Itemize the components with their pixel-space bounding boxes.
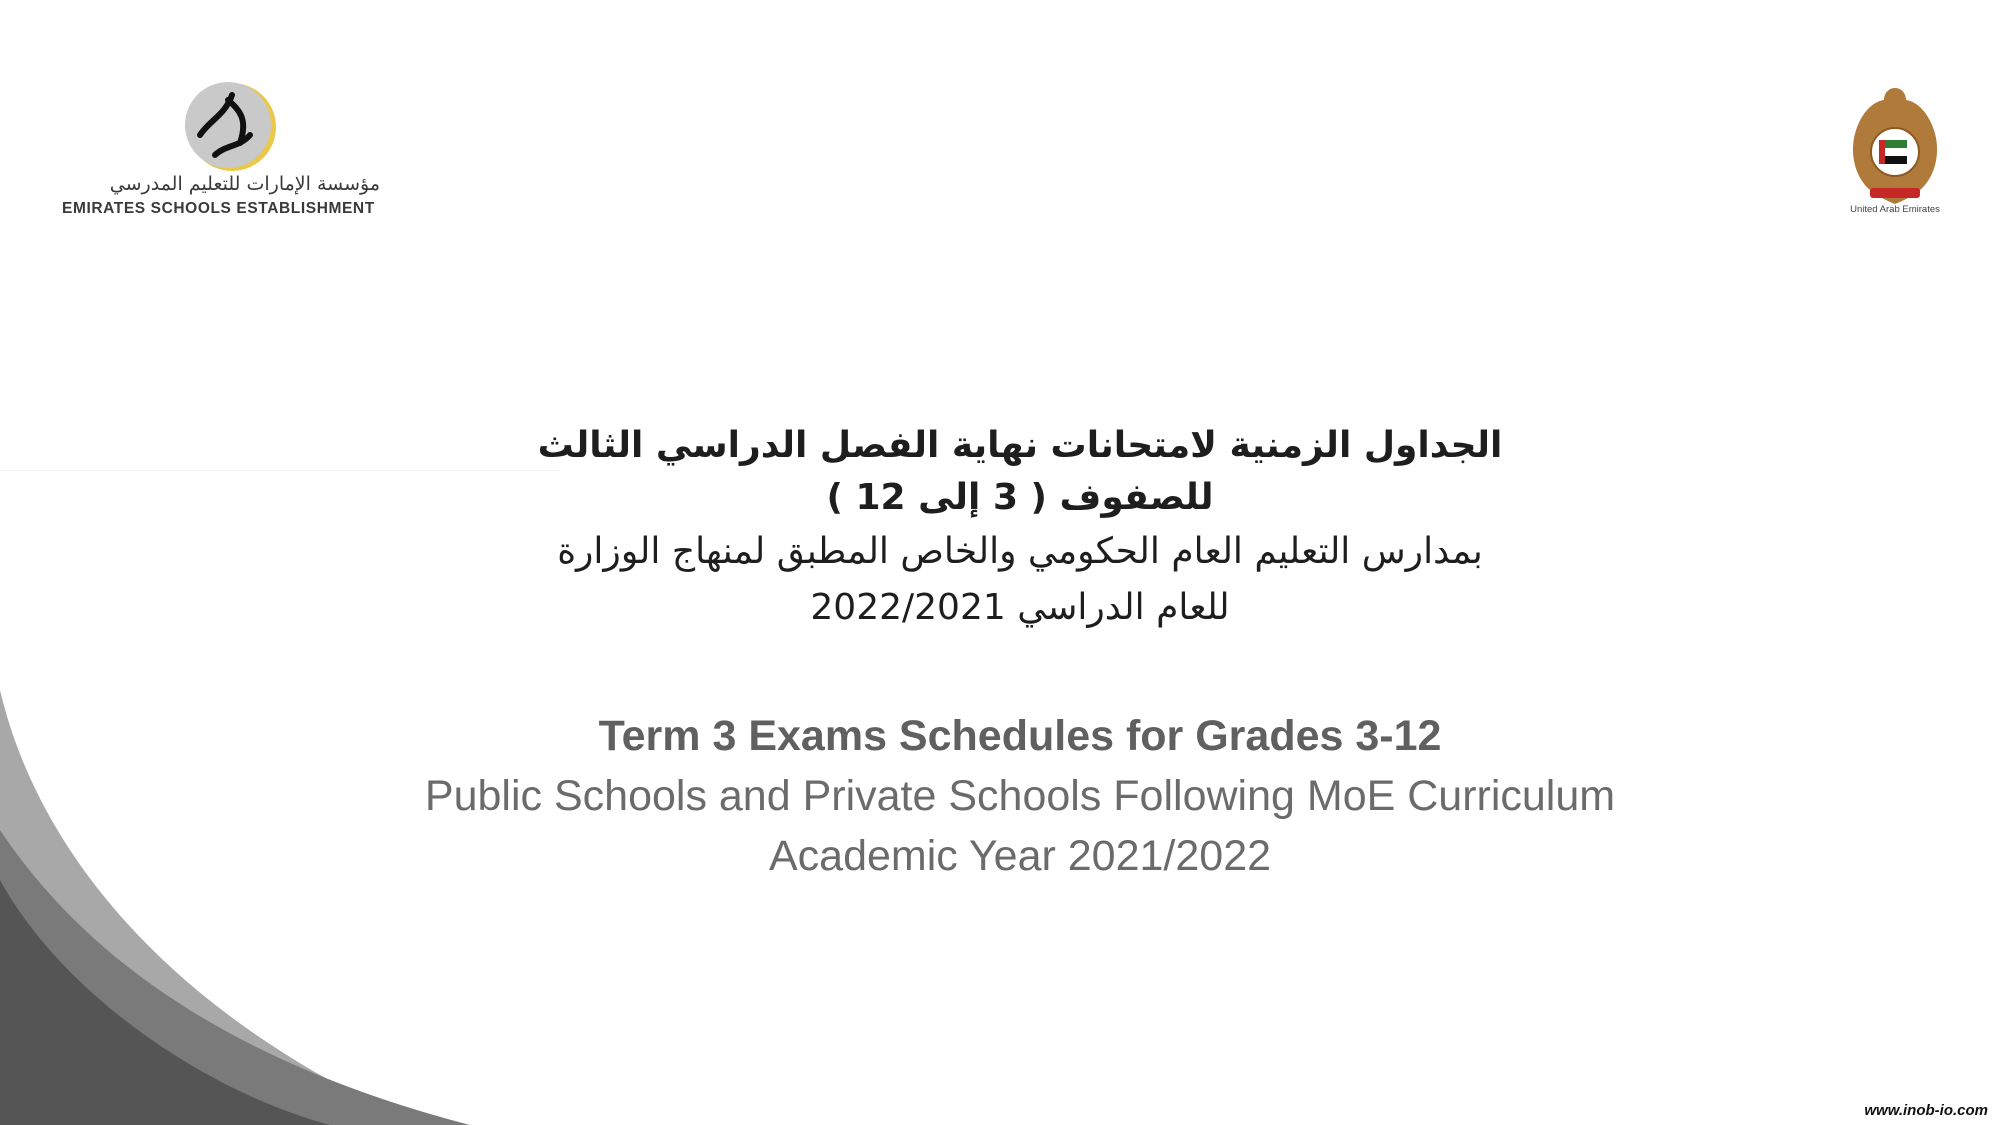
- title-block: [300, 420, 1740, 886]
- ese-english-name: EMIRATES SCHOOLS ESTABLISHMENT: [62, 200, 375, 217]
- english-year: Academic Year 2021/2022: [768, 832, 1272, 880]
- ese-logo: [60, 55, 390, 225]
- ese-arabic-name: مؤسسة الإمارات للتعليم المدرسي: [109, 173, 380, 195]
- english-subheading: Public Schools and Private Schools Following MoE Curriculum: [424, 772, 1616, 820]
- arabic-grades: للصفوف ( 3 إلى 12 ): [826, 477, 1214, 518]
- taaleem-emblem-icon: [170, 65, 280, 175]
- english-heading: Term 3 Exams Schedules for Grades 3-12: [598, 712, 1442, 760]
- uae-caption: United Arab Emirates: [1850, 204, 1940, 215]
- arabic-title: الجداول الزمنية لامتحانات نهاية الفصل الدراسي الثالث: [537, 425, 1503, 466]
- watermark: www.inob-io.com: [1864, 1102, 1988, 1119]
- arabic-year: للعام الدراسي 2022/2021: [810, 587, 1230, 628]
- arabic-schools: بمدارس التعليم العام الحكومي والخاص المطبق لمنهاج الوزارة: [557, 531, 1483, 572]
